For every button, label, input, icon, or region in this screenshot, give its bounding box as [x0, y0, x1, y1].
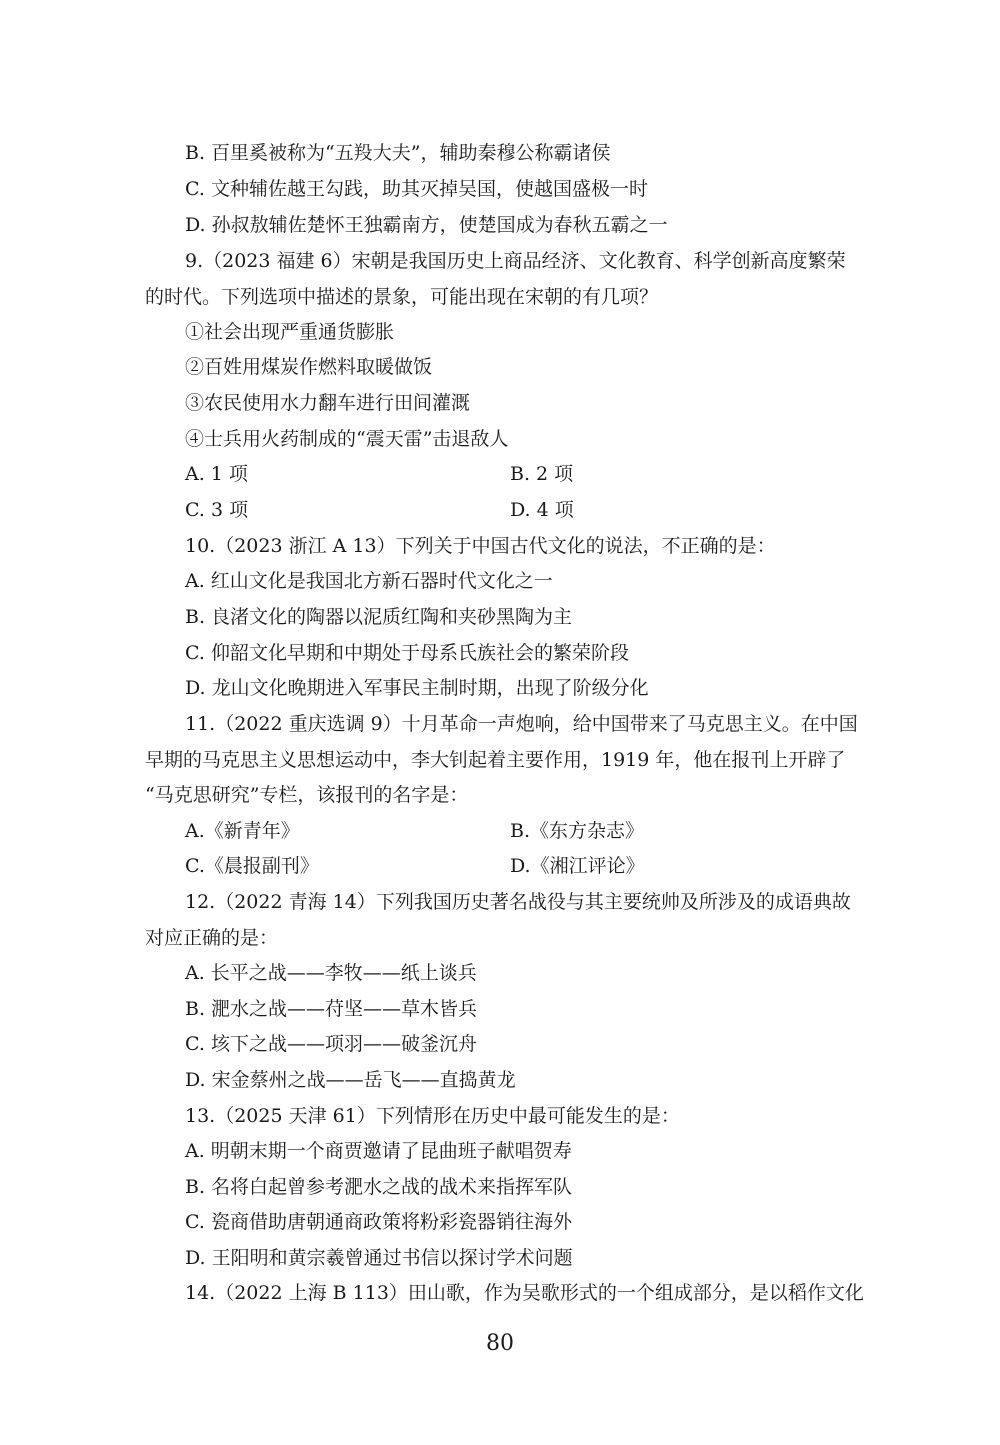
q12-stem-line1: 12.（2022 青海 14）下列我国历史著名战役与其主要统帅及所涉及的成语典故: [185, 891, 851, 913]
q13-option-a: A. 明朝末期一个商贾邀请了昆曲班子献唱贺寿: [185, 1140, 572, 1162]
q13-option-b: B. 名将白起曾参考淝水之战的战术来指挥军队: [185, 1176, 573, 1198]
q11-stem-line1: 11.（2022 重庆选调 9）十月革命一声炮响，给中国带来了马克思主义。在中国: [185, 713, 858, 735]
q8-option-d: D. 孙叔敖辅佐楚怀王独霸南方，使楚国成为春秋五霸之一: [185, 214, 668, 236]
q11-stem-line2: 早期的马克思主义思想运动中，李大钊起着主要作用，1919 年，他在报刊上开辟了: [145, 749, 846, 771]
q13-option-d: D. 王阳明和黄宗羲曾通过书信以探讨学术问题: [185, 1247, 573, 1269]
q11-option-d: D.《湘江评论》: [510, 855, 645, 877]
q10-option-b: B. 良渚文化的陶器以泥质红陶和夹砂黑陶为主: [185, 606, 573, 628]
q9-item-2: ②百姓用煤炭作燃料取暖做饭: [185, 356, 433, 378]
q10-option-c: C. 仰韶文化早期和中期处于母系氏族社会的繁荣阶段: [185, 642, 629, 664]
q11-stem-line3: “马克思研究”专栏，该报刊的名字是：: [145, 784, 469, 806]
q12-option-b: B. 淝水之战——苻坚——草木皆兵: [185, 998, 478, 1020]
q11-option-a: A.《新青年》: [185, 820, 300, 842]
q11-option-c: C.《晨报副刊》: [185, 855, 319, 877]
q13-stem: 13.（2025 天津 61）下列情形在历史中最可能发生的是：: [185, 1105, 680, 1127]
q9-option-c: C. 3 项: [185, 499, 249, 521]
q13-option-c: C. 瓷商借助唐朝通商政策将粉彩瓷器销往海外: [185, 1211, 572, 1233]
q8-option-c: C. 文种辅佐越王勾践，助其灭掉吴国，使越国盛极一时: [185, 178, 648, 200]
page-number: 80: [486, 1331, 514, 1356]
q9-item-3: ③农民使用水力翻车进行田间灌溉: [185, 392, 471, 414]
q10-stem: 10.（2023 浙江 A 13）下列关于中国古代文化的说法，不正确的是：: [185, 535, 776, 557]
q9-option-a: A. 1 项: [185, 463, 248, 485]
q9-option-b: B. 2 项: [510, 463, 574, 485]
q14-stem-line1: 14.（2022 上海 B 113）田山歌，作为吴歌形式的一个组成部分，是以稻作文化: [185, 1282, 864, 1304]
q12-option-a: A. 长平之战——李牧——纸上谈兵: [185, 962, 477, 984]
q9-item-4: ④士兵用火药制成的“震天雷”击退敌人: [185, 428, 509, 450]
q12-option-d: D. 宋金蔡州之战——岳飞——直捣黄龙: [185, 1069, 516, 1091]
q10-option-a: A. 红山文化是我国北方新石器时代文化之一: [185, 570, 553, 592]
q9-stem-line1: 9.（2023 福建 6）宋朝是我国历史上商品经济、文化教育、科学创新高度繁荣: [185, 250, 846, 272]
q12-stem-line2: 对应正确的是：: [145, 927, 279, 949]
q9-item-1: ①社会出现严重通货膨胀: [185, 321, 395, 343]
q12-option-c: C. 垓下之战——项羽——破釜沉舟: [185, 1033, 477, 1055]
q10-option-d: D. 龙山文化晚期进入军事民主制时期，出现了阶级分化: [185, 677, 649, 699]
q9-stem-line2: 的时代。下列选项中描述的景象，可能出现在宋朝的有几项？: [145, 286, 659, 308]
q11-option-b: B.《东方杂志》: [510, 820, 645, 842]
q8-option-b: B. 百里奚被称为“五羖大夫”，辅助秦穆公称霸诸侯: [185, 142, 611, 164]
q9-option-d: D. 4 项: [510, 499, 574, 521]
